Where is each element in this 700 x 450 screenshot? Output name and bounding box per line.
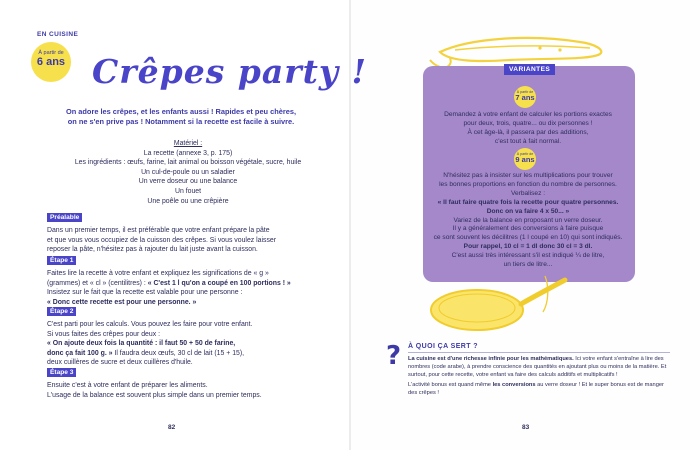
pan-illustration: [425, 272, 575, 336]
age-badge-small: À partir de: [516, 152, 534, 156]
etape3-section: [47, 361, 312, 400]
age-badge-big: 7 ans: [515, 93, 535, 102]
a-quoi-ca-sert-text: [408, 355, 673, 397]
text-line-bold: « Il faut faire quatre fois la recette pour quatre personnes.: [437, 198, 619, 206]
text-line: À cet âge-là, il passera par des additions,: [467, 128, 589, 136]
text-span: (grammes) et « cl » (centilitres) :: [47, 279, 148, 287]
materiel-item: Une poêle ou une crêpière: [147, 197, 229, 205]
intro-line: On adore les crêpes, et les enfants aussi ! Rapides et peu chères,: [65, 107, 297, 116]
age-badge-small: À partir de: [38, 50, 64, 56]
page-title: Crêpes party !: [92, 52, 368, 91]
etape1-section: [47, 249, 312, 307]
text-line-bold: Donc on va faire 4 x 50... »: [486, 207, 570, 215]
text-line: Insistez sur le fait que la recette est valable pour une personne :: [47, 289, 243, 297]
text-line: un tiers de litre...: [503, 261, 553, 269]
text-line: Il y a généralement des conversions à faire puisque: [452, 225, 604, 233]
etape3-text: [47, 381, 312, 400]
intro-line: on ne s'en prive pas ! Notamment si la recette est facile à suivre.: [67, 117, 295, 126]
text-line: L'usage de la balance est souvent plus simple dans un premier temps.: [47, 391, 262, 399]
text-line: deux cuillères de sucre et deux cuillères d'huile.: [47, 359, 193, 367]
text-line-bold: « Donc cette recette est pour une personne. »: [47, 298, 197, 306]
prealable-tag: Préalable: [47, 213, 82, 222]
materiel-list: [58, 139, 318, 206]
variantes-block-2: [433, 172, 623, 270]
prealable-section: [47, 206, 312, 255]
materiel-item: Un verre doseur ou une balance: [138, 178, 238, 186]
etape3-tag: Étape 3: [47, 368, 76, 377]
text-line: Dans un premier temps, il est préférable que votre enfant prépare la pâte: [47, 227, 270, 234]
age-badge-big: 6 ans: [36, 56, 66, 68]
age-badge-9: [514, 148, 536, 170]
text-line: C'est aussi très intéressant s'il est indiqué ¼ de litre,: [451, 252, 605, 260]
etape2-section: [47, 300, 312, 368]
a-quoi-ca-sert-title: À QUOI ÇA SERT ?: [408, 343, 478, 350]
page-number-right: 83: [522, 424, 530, 431]
text-line: C'est parti pour les calculs. Vous pouvez les faire pour votre enfant.: [47, 321, 253, 328]
text-line: pour deux, trois, quatre... ou dix personnes !: [463, 119, 593, 127]
text-span: Ici votre enfant s'entraîne à lire des nombres (code arabe), à prendre conscience des quantités en ajoutant plus ou moins de la matière. Et surtout, pour cette recette, votre enfant va faire des calculs additifs et multiplicatifs !: [408, 356, 667, 378]
question-mark-icon: ?: [386, 341, 402, 371]
variantes-block-1: [433, 111, 623, 147]
age-badge-big: 9 ans: [515, 155, 535, 164]
text-line: [47, 279, 312, 289]
age-badge: [31, 42, 71, 82]
text-line: Verbalisez :: [510, 189, 546, 197]
age-badge-7: [514, 86, 536, 108]
text-line-bold: « On ajoute deux fois la quantité : il faut 50 + 50 de farine,: [47, 340, 236, 348]
text-line: reposer la pâte, n'hésitez pas à rajouter du lait juste avant la cuisson.: [47, 246, 258, 254]
text-bold: donc ça fait 100 g. »: [47, 349, 113, 357]
intro-text: [50, 107, 312, 127]
age-badge-small: À partir de: [516, 90, 534, 94]
page-number-left: 82: [168, 424, 176, 431]
text-line: Faites lire la recette à votre enfant et expliquez les significations de « g »: [47, 270, 269, 277]
text-bold: La cuisine est d'une richesse infinie pour les mathématiques.: [408, 356, 574, 362]
text-bold: « C'est 1 l qu'on a coupé en 100 portions ! »: [147, 279, 291, 287]
category-label: EN CUISINE: [37, 31, 79, 38]
text-line: et que vous vous occupiez de la cuisson des crêpes. Si vous voulez laisser: [47, 236, 277, 244]
text-line: les bonnes proportions en fonction du nombre de personnes.: [439, 180, 617, 188]
materiel-heading: Matériel :: [173, 140, 203, 147]
text-span: au verre doseur ! Et le super bonus est de manger des crêpes !: [408, 382, 664, 396]
materiel-item: Un cul-de-poule ou un saladier: [141, 168, 235, 176]
text-line: Demandez à votre enfant de calculer les portions exactes: [444, 111, 612, 118]
quoi-paragraph-2: [408, 381, 673, 397]
divider: [408, 352, 670, 353]
text-line-bold: Pour rappel, 10 cl = 1 dl donc 30 cl = 3 dl.: [463, 243, 593, 251]
etape1-tag: Étape 1: [47, 256, 76, 265]
materiel-item: Un fouet: [174, 187, 202, 195]
text-line: c'est tout à fait normal.: [494, 137, 562, 145]
text-line: N'hésitez pas à insister sur les multiplications pour trouver: [443, 172, 613, 179]
text-line: Variez de la balance en proposant un verre doseur.: [453, 216, 603, 224]
text-span: Il faudra deux œufs, 30 cl de lait (15 + 15),: [112, 349, 245, 357]
text-span: L'activité bonus est quand même: [408, 382, 493, 388]
materiel-item: La recette (annexe 3, p. 175): [143, 149, 233, 157]
text-line: Si vous faites des crêpes pour deux :: [47, 330, 160, 338]
text-line: ce sont souvent les décilitres (1 l coupé en 10) qui sont indiqués.: [433, 234, 623, 242]
text-line: [47, 349, 312, 359]
materiel-item: Les ingrédients : œufs, farine, lait animal ou boisson végétale, sucre, huile: [74, 159, 302, 167]
text-bold: les conversions: [492, 382, 536, 388]
variantes-tag: VARIANTES: [504, 64, 555, 75]
etape2-tag: Étape 2: [47, 307, 76, 316]
quoi-paragraph-1: [408, 355, 673, 379]
text-line: Ensuite c'est à votre enfant de préparer les aliments.: [47, 382, 208, 389]
